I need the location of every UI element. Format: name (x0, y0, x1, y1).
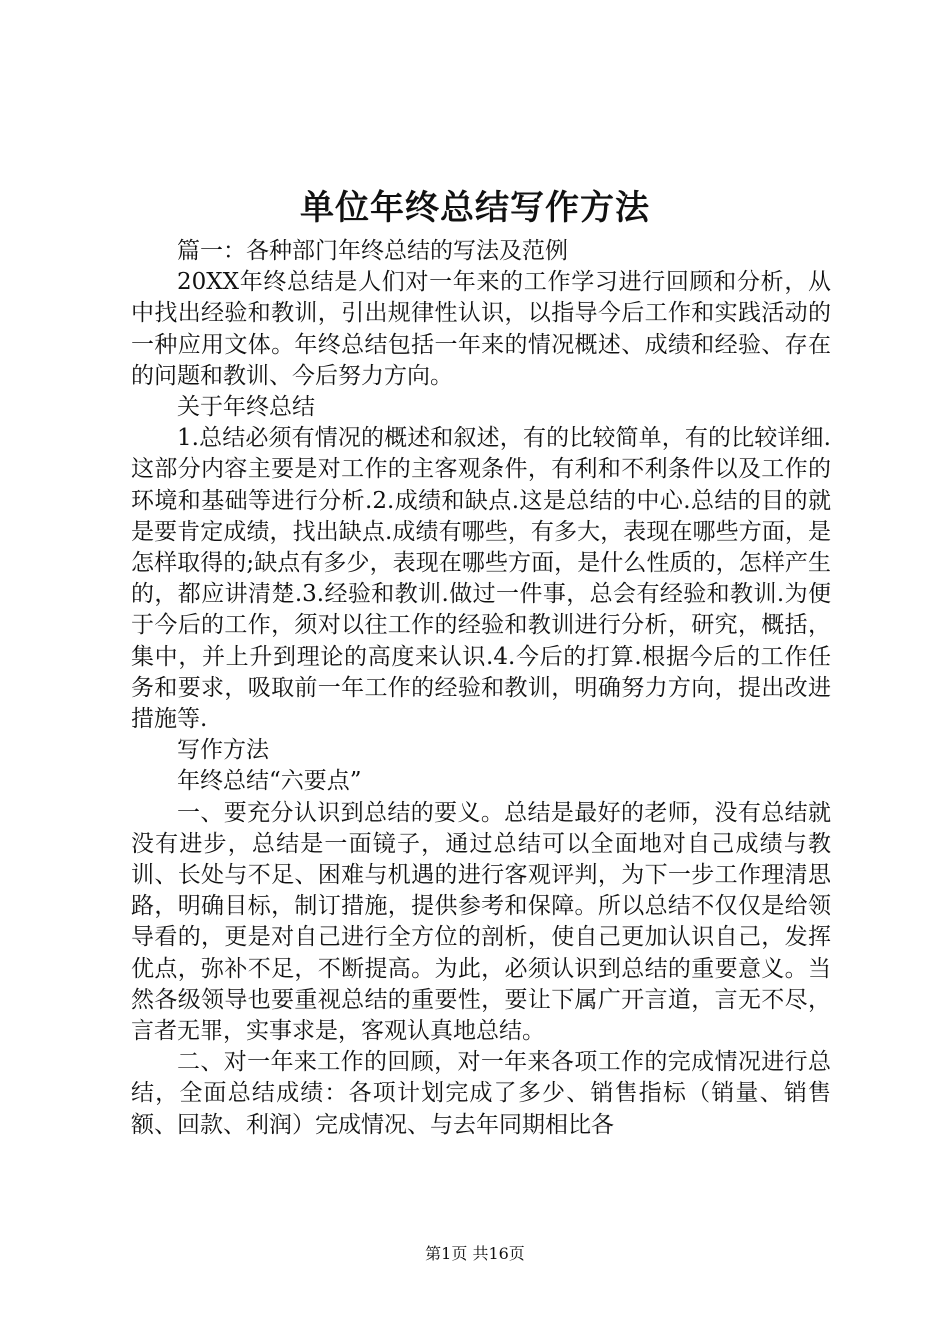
subheading: 关于年终总结 (177, 394, 315, 421)
page-footer: 第1页 共16页 (425, 1244, 525, 1263)
section-heading: 篇一：各种部门年终总结的写法及范例 (177, 238, 568, 264)
document-title: 单位年终总结写作方法 (300, 188, 650, 228)
subheading: 年终总结“六要点” (177, 768, 362, 795)
paragraph: 一、要充分认识到总结的要义。总结是最好的老师，没有总结就没有进步，总结是一面镜子，通过总结可以全面地对自己成绩与教训、长处与不足、困难与机遇的进行客观评判，为下一步工作理清思路，明确目标，制订措施，提供参考和保障。所以总结不仅仅是给领导看的，更是对自己进行全方位的剖析，使自己更加认识自己，发挥优点，弥补不足，不断提高。为此，必须认识到总结的重要意义。当然各级领导也要重视总结的重要性，要让下属广开言道，言无不尽，言者无罪，实事求是，客观认真地总结。 (131, 799, 831, 1045)
paragraph: 20XX年终总结是人们对一年来的工作学习进行回顾和分析，从中找出经验和教训，引出规律性认识，以指导今后工作和实践活动的一种应用文体。年终总结包括一年来的情况概述、成绩和经验、存在的问题和教训、今后努力方向。 (131, 269, 831, 389)
paragraph: 二、对一年来工作的回顾，对一年来各项工作的完成情况进行总结，全面总结成绩：各项计划完成了多少、销售指标（销量、销售额、回款、利润）完成情况、与去年同期相比各 (131, 1049, 831, 1138)
document-body (131, 236, 831, 1141)
paragraph: 1.总结必须有情况的概述和叙述，有的比较简单，有的比较详细.这部分内容主要是对工作的主客观条件，有利和不利条件以及工作的环境和基础等进行分析.2.成绩和缺点.这是总结的中心.总结的目的就是要肯定成绩，找出缺点.成绩有哪些，有多大，表现在哪些方面，是怎样取得的;缺点有多少，表现在哪些方面，是什么性质的，怎样产生的，都应讲清楚.3.经验和教训.做过一件事，总会有经验和教训.为便于今后的工作，须对以往工作的经验和教训进行分析，研究，概括，集中，并上升到理论的高度来认识.4.今后的打算.根据今后的工作任务和要求，吸取前一年工作的经验和教训，明确努力方向，提出改进措施等. (131, 425, 831, 733)
subheading: 写作方法 (177, 737, 269, 764)
